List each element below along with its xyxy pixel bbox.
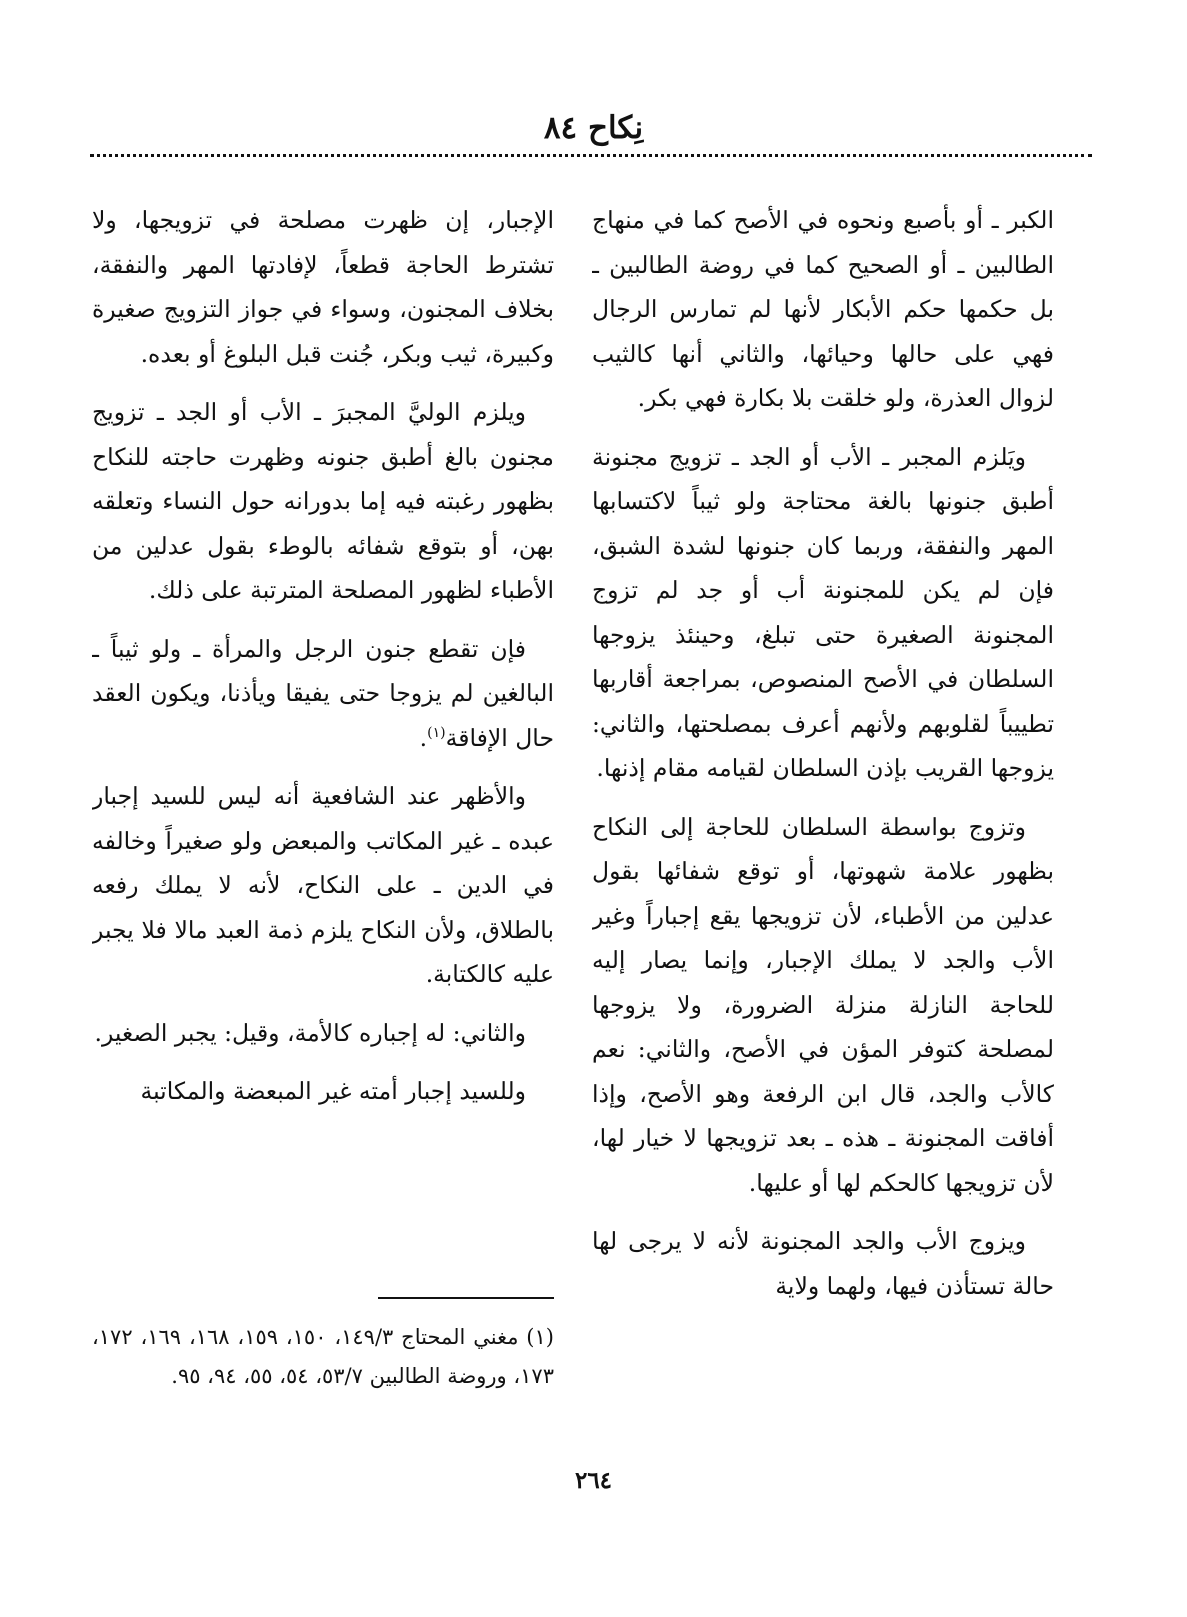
- paragraph: وللسيد إجبار أمته غير المبعضة والمكاتبة: [140, 1077, 526, 1105]
- paragraph: [92, 627, 554, 761]
- left-column: [92, 198, 554, 1466]
- header-dotted-divider: [90, 154, 1092, 157]
- paragraph: والأظهر عند الشافعية أنه ليس للسيد إجبار عبده ـ غير المكاتب والمبعض ولو صغيراً وخالفه في الدين ـ على النكاح، لأنه لا يملك رفعه بالطلاق، ولأن النكاح يلزم ذمة العبد مالا فلا يجبر عليه كالكتابة.: [92, 782, 554, 988]
- paragraph: ويزوج الأب والجد المجنونة لأنه لا يرجى لها حالة تستأذن فيها، ولهما ولاية: [592, 1227, 1054, 1300]
- paragraph: ويَلزم المجبر ـ الأب أو الجد ـ تزويج مجنونة أطبق جنونها بالغة محتاجة ولو ثيباً لاكتسابها المهر والنفقة، وربما كان جنونها لشدة الشبق، فإن لم يكن للمجنونة أب أو جد لم تزوج المجنونة الصغيرة حتى تبلغ، وحينئذ يزوجها السلطان في الأصح المنصوص، بمراجعة أقاربها تطييباً لقلوبهم ولأنهم أعرف بمصلحتها، والثاني: يزوجها القريب بإذن السلطان لقيامه مقام إذنها.: [592, 442, 1054, 782]
- paragraph: الكبر ـ أو بأصبع ونحوه في الأصح كما في منهاج الطالبين ـ أو الصحيح كما في روضة الطالبين ـ بل حكمها حكم الأبكار لأنها لم تمارس الرجال فهي على حالها وحيائها، والثاني أنها كالثيب لزوال العذرة، ولو خلقت بلا بكارة فهي بكر.: [592, 206, 1054, 412]
- right-column: [592, 198, 1054, 1466]
- paragraph-end-mark: .: [419, 723, 428, 752]
- footnote-divider: [378, 1297, 554, 1299]
- paragraph: ويلزم الوليَّ المجبرَ ـ الأب أو الجد ـ تزويج مجنون بالغ أطبق جنونه وظهرت حاجته للنكاح بظهور رغبته فيه إما بدورانه حول النساء وتعلقه بهن، أو بتوقع شفائه بالوطء بقول عدلين من الأطباء لظهور المصلحة المترتبة على ذلك.: [92, 398, 554, 604]
- paragraph: الإجبار، إن ظهرت مصلحة في تزويجها، ولا تشترط الحاجة قطعاً، لإفادتها المهر والنفقة، بخلاف المجنون، وسواء في جواز التزويج صغيرة وكبيرة، ثيب وبكر، جُنت قبل البلوغ أو بعده.: [92, 206, 554, 368]
- paragraph-text: فإن تقطع جنون الرجل والمرأة ـ ولو ثيباً ـ البالغين لم يزوجا حتى يفيقا ويأذنا، ويكون العقد حال الإفاقة: [92, 634, 554, 752]
- footnote: (١) مغني المحتاج ١٤٩/٣، ١٥٠، ١٥٩، ١٦٨، ١٦٩، ١٧٢، ١٧٣، وروضة الطالبين ٥٣/٧، ٥٤، ٥٥، ٩٤، ٩٥.: [92, 1325, 554, 1388]
- footnote-reference[interactable]: (١): [427, 724, 446, 741]
- paragraph: والثاني: له إجباره كالأمة، وقيل: يجبر الصغير.: [94, 1018, 526, 1047]
- page-title: نِكاح ٨٤: [543, 110, 644, 146]
- page-number: ٢٦٤: [574, 1467, 613, 1494]
- paragraph: وتزوج بواسطة السلطان للحاجة إلى النكاح بظهور علامة شهوتها، أو توقع شفائها بقول عدلين من الأطباء، لأن تزويجها يقع إجباراً وغير الأب والجد لا يملك الإجبار، وإنما يصار إليه للحاجة النازلة منزلة الضرورة، ولا يزوجها لمصلحة كتوفر المؤن في الأصح، والثاني: نعم كالأب والجد، قال ابن الرفعة وهو الأصح، وإذا أفاقت المجنونة ـ هذه ـ بعد تزويجها لا خيار لها، لأن تزويجها كالحكم لها أو عليها.: [592, 812, 1054, 1197]
